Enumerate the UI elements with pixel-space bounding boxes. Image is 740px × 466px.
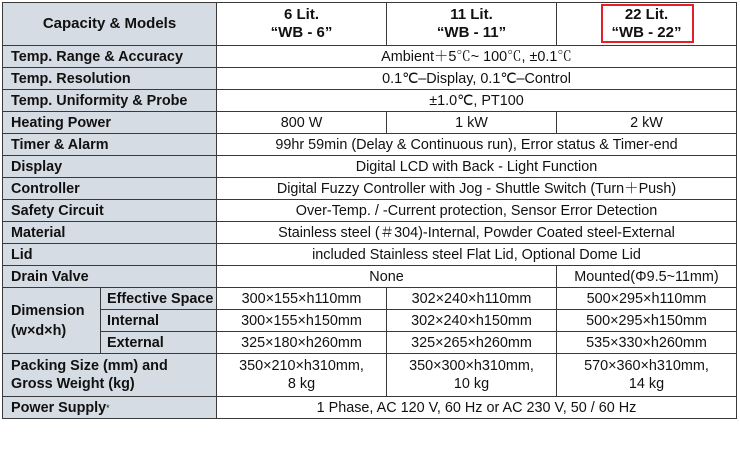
power-label: Power Supply [11,399,107,416]
model-6-header [217,3,387,46]
table-row [3,134,737,156]
sub-label: Effective Space [101,288,217,310]
row-label: Temp. Resolution [3,68,217,90]
sub-label: External [101,332,217,354]
packing-size: 350×300×h310mm, [409,358,534,374]
packing-size: 350×210×h310mm, [239,358,364,374]
gross-weight: 8 kg [287,376,316,392]
row-value: Digital LCD with Back - Light Function [217,156,737,178]
table-row [3,156,737,178]
row-value: 800 W [217,112,387,134]
model-11-header [387,3,557,46]
row-label: Safety Circuit [3,200,217,222]
model-capacity: 11 Lit. [450,6,493,23]
table-row [3,112,737,134]
table-row [3,68,737,90]
row-value: 325×265×h260mm [387,332,557,354]
table-row [3,90,737,112]
table-row [3,266,737,288]
row-value [387,354,557,397]
gross-weight: 14 kg [628,376,665,392]
row-value: 500×295×h110mm [557,288,737,310]
table-row [3,288,737,310]
footnote-mark: * [106,402,110,413]
row-value: Mounted(Φ9.5~11mm) [557,266,737,288]
specification-table [2,2,737,419]
packing-label-line1: Packing Size (mm) and [11,358,168,374]
row-value: 99hr 59min (Delay & Continuous run), Error status & Timer-end [217,134,737,156]
row-value: included Stainless steel Flat Lid, Optional Dome Lid [217,244,737,266]
table-row [3,200,737,222]
row-value: 535×330×h260mm [557,332,737,354]
model-name: “WB - 11” [436,24,507,41]
row-value: Ambient＋5℃~ 100℃, ±0.1℃ [217,46,737,68]
row-label: Drain Valve [3,266,217,288]
row-label: Timer & Alarm [3,134,217,156]
gross-weight: 10 kg [453,376,490,392]
row-value [557,354,737,397]
row-value: None [217,266,557,288]
table-row [3,46,737,68]
row-value: 0.1℃–Display, 0.1℃–Control [217,68,737,90]
row-label: Lid [3,244,217,266]
table-row [3,310,737,332]
table-row [3,222,737,244]
row-label: Temp. Uniformity & Probe [3,90,217,112]
packing-label-line2: Gross Weight (kg) [11,376,135,392]
row-value: 302×240×h150mm [387,310,557,332]
table-row [3,244,737,266]
dimension-label-line1: Dimension [11,302,85,319]
row-label: Temp. Range & Accuracy [3,46,217,68]
model-name: “WB - 6” [270,24,333,41]
model-capacity: 22 Lit. [624,6,669,23]
row-value: 2 kW [557,112,737,134]
highlight-box [601,4,694,43]
row-value: Digital Fuzzy Controller with Jog - Shuttle Switch (Turn＋Push) [217,178,737,200]
table-row [3,332,737,354]
packing-size: 570×360×h310mm, [584,358,709,374]
row-value: Stainless steel (＃304)-Internal, Powder Coated steel-External [217,222,737,244]
row-label [3,397,217,419]
dimension-label [3,288,101,354]
row-value: 1 kW [387,112,557,134]
row-value: 1 Phase, AC 120 V, 60 Hz or AC 230 V, 50 / 60 Hz [217,397,737,419]
row-value: 302×240×h110mm [387,288,557,310]
row-value: 300×155×h110mm [217,288,387,310]
row-value: 300×155×h150mm [217,310,387,332]
dimension-label-line2: (w×d×h) [11,322,67,339]
table-row [3,397,737,419]
row-value: 500×295×h150mm [557,310,737,332]
table-row [3,354,737,397]
row-value: 325×180×h260mm [217,332,387,354]
row-label: Heating Power [3,112,217,134]
sub-label: Internal [101,310,217,332]
model-name: “WB - 22” [611,24,682,41]
row-value [217,354,387,397]
row-value: ±1.0℃, PT100 [217,90,737,112]
row-label: Material [3,222,217,244]
row-label: Controller [3,178,217,200]
table-row [3,178,737,200]
model-capacity: 6 Lit. [283,6,319,23]
header-label: Capacity & Models [3,3,217,46]
packing-label [3,354,217,397]
row-value: Over-Temp. / -Current protection, Sensor Error Detection [217,200,737,222]
row-label: Display [3,156,217,178]
